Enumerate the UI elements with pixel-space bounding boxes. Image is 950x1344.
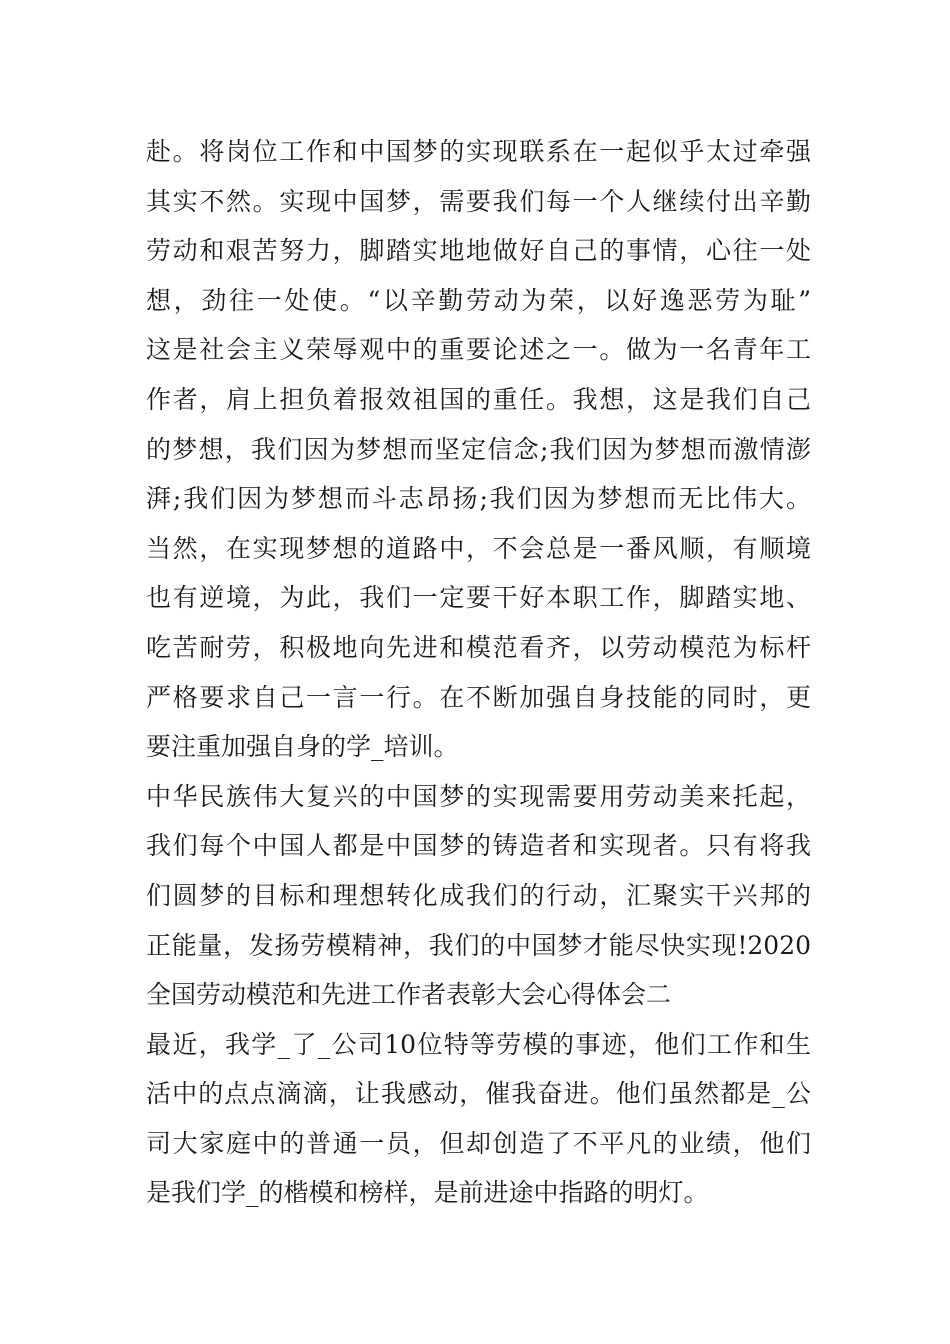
text-line: 正能量，发扬劳模精神，我们的中国梦才能尽快实现!2020	[146, 930, 811, 960]
text-line: 们圆梦的目标和理想转化成我们的行动，汇聚实干兴邦的	[146, 880, 811, 910]
text-line: 这是社会主义荣辱观中的重要论述之一。做为一名青年工	[146, 335, 811, 365]
text-line: 湃;我们因为梦想而斗志昂扬;我们因为梦想而无比伟大。	[146, 484, 811, 514]
paragraph-end-line: 是我们学_的楷模和榜样，是前进途中指路的明灯。	[146, 1178, 709, 1208]
text-line: 劳动和艰苦努力，脚踏实地地做好自己的事情，心往一处	[146, 236, 811, 266]
text-line: 其实不然。实现中国梦，需要我们每一个人继续付出辛勤	[146, 186, 811, 216]
text-line: 严格要求自己一言一行。在不断加强自身技能的同时，更	[146, 682, 811, 712]
section-heading-line: 全国劳动模范和先进工作者表彰大会心得体会二	[146, 980, 672, 1010]
text-line: 吃苦耐劳，积极地向先进和模范看齐，以劳动模范为标杆	[146, 632, 811, 662]
text-line: 中华民族伟大复兴的中国梦的实现需要用劳动美来托起，	[146, 781, 811, 811]
text-line: 司大家庭中的普通一员，但却创造了不平凡的业绩，他们	[146, 1128, 811, 1158]
body-text	[146, 127, 811, 1218]
text-line: 最近，我学_了_公司10位特等劳模的事迹，他们工作和生	[146, 1029, 811, 1059]
text-line: 我们每个中国人都是中国梦的铸造者和实现者。只有将我	[146, 831, 811, 861]
text-line: 的梦想，我们因为梦想而坚定信念;我们因为梦想而激情澎	[146, 434, 811, 464]
text-line: 当然，在实现梦想的道路中，不会总是一番风顺，有顺境	[146, 533, 811, 563]
text-line: 也有逆境，为此，我们一定要干好本职工作，脚踏实地、	[146, 583, 811, 613]
text-line: 赴。将岗位工作和中国梦的实现联系在一起似乎太过牵强	[146, 137, 811, 166]
text-line: 活中的点点滴滴，让我感动，催我奋进。他们虽然都是_公	[146, 1079, 811, 1109]
paragraph-end-line: 要注重加强自身的学_培训。	[146, 732, 459, 762]
text-line: 想，劲往一处使。“以辛勤劳动为荣，以好逸恶劳为耻”	[146, 285, 811, 315]
text-line: 作者，肩上担负着报效祖国的重任。我想，这是我们自己	[146, 384, 811, 414]
